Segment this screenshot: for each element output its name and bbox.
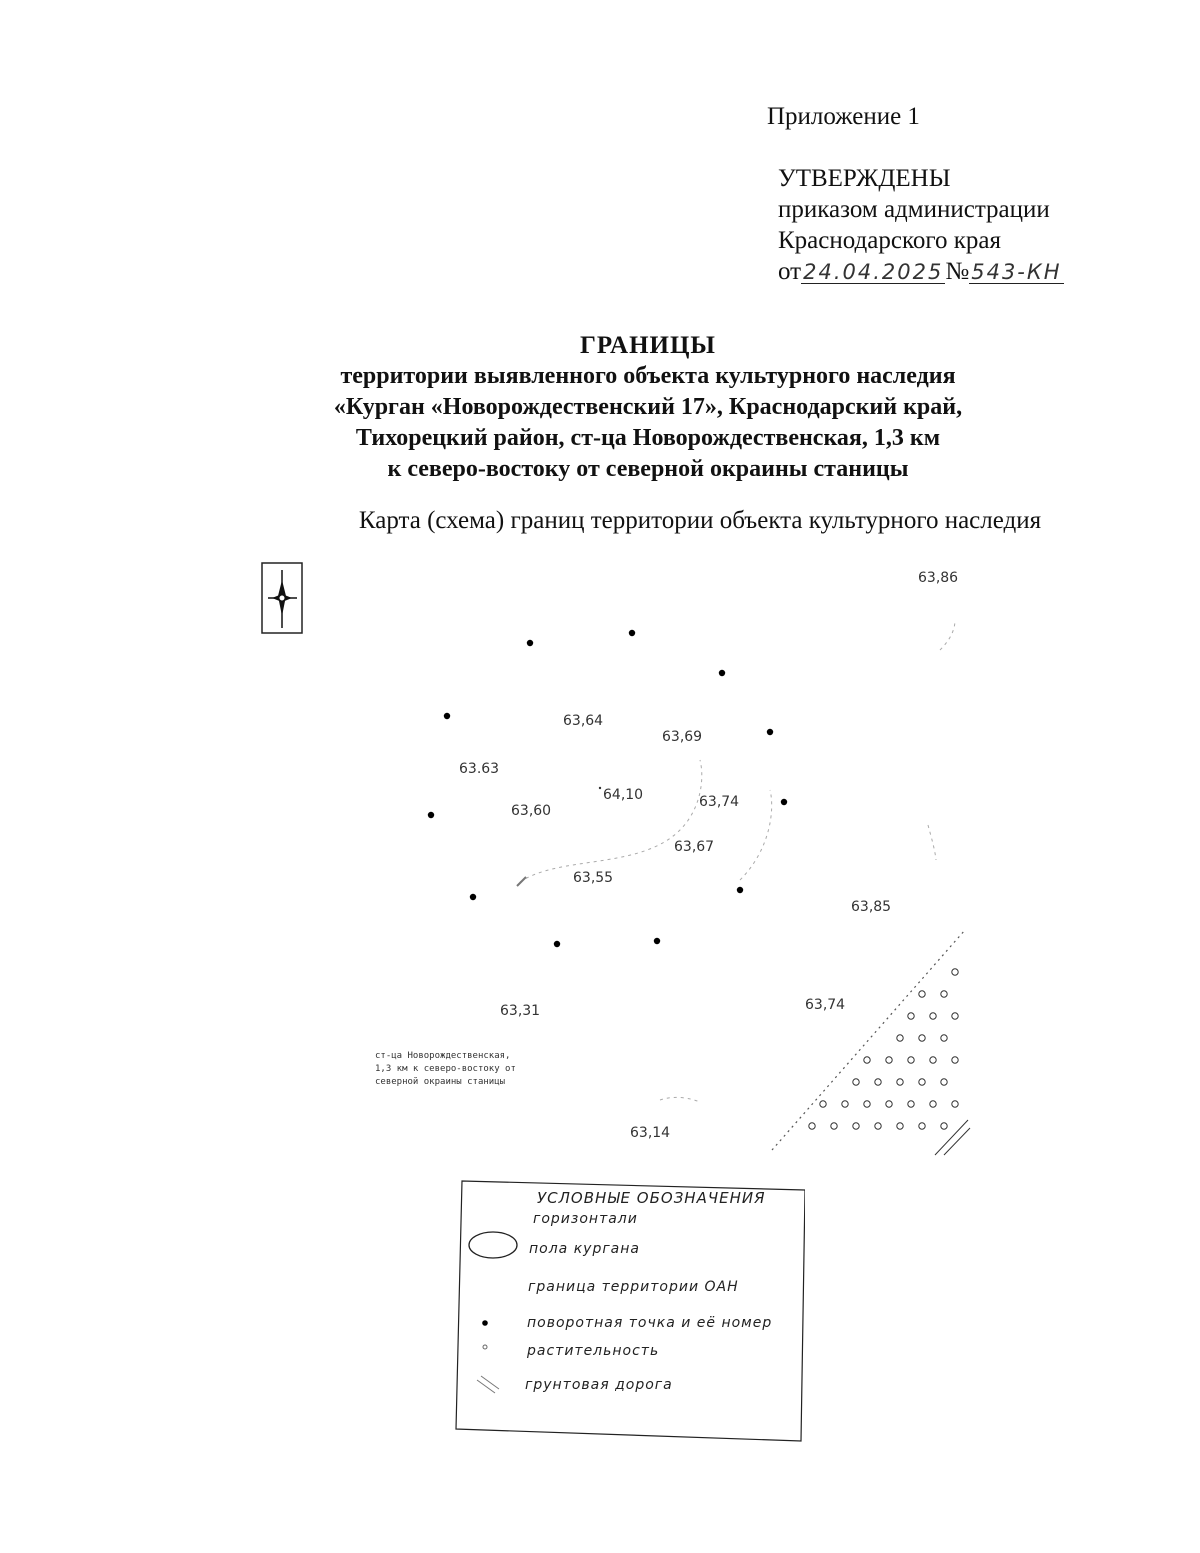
summit-mark [599, 787, 601, 789]
vegetation-mark [908, 1013, 914, 1019]
vegetation-mark [908, 1101, 914, 1107]
dirt-road-icon [477, 1376, 499, 1393]
vegetation-mark [952, 969, 958, 975]
vegetation-mark [853, 1079, 859, 1085]
legend-item-boundary: граница территории ОАН [528, 1279, 739, 1295]
vegetation-mark [930, 1057, 936, 1063]
turning-point [554, 941, 560, 947]
title-main: ГРАНИЦЫ [580, 332, 716, 359]
legend-item-dirt-road: грунтовая дорога [525, 1377, 673, 1393]
vegetation-mark [941, 1123, 947, 1129]
vegetation-mark [919, 1079, 925, 1085]
vegetation-mark [875, 1079, 881, 1085]
elevation-label: 63,14 [630, 1125, 671, 1141]
vegetation-mark [809, 1123, 815, 1129]
location-note-line-2: 1,3 км к северо-востоку от [375, 1064, 516, 1074]
elevation-label: 63,55 [573, 870, 614, 886]
elevation-label: 63,60 [511, 803, 552, 819]
vegetation-mark [952, 1057, 958, 1063]
vegetation-mark [941, 1079, 947, 1085]
approved-line-2: Краснодарского края [778, 227, 1001, 254]
elevation-label: 64,10 [603, 787, 644, 803]
vegetation-mark [875, 1123, 881, 1129]
vegetation-mark [820, 1101, 826, 1107]
elevation-label: 63.63 [459, 761, 500, 777]
contour-lines [520, 620, 955, 1102]
elevation-label: 63,85 [851, 899, 892, 915]
vegetation-mark [952, 1013, 958, 1019]
legend-item-vegetation: растительность [527, 1343, 660, 1359]
turning-point [767, 729, 773, 735]
turning-point [781, 799, 787, 805]
legend-item-contours: горизонтали [533, 1211, 638, 1227]
approved-line-1: приказом администрации [778, 196, 1050, 223]
vegetation-mark [886, 1101, 892, 1107]
approved-title: УТВЕРЖДЕНЫ [778, 165, 951, 192]
vegetation-mark [908, 1057, 914, 1063]
vegetation-mark [919, 991, 925, 997]
title-line-2: «Курган «Новорождественский 17», Краснодарский край, [333, 394, 963, 420]
vegetation-mark [930, 1013, 936, 1019]
map-subtitle: Карта (схема) границ территории объекта культурного наследия [358, 507, 1042, 534]
elevation-label: 63,69 [662, 729, 703, 745]
contour-tick [517, 877, 526, 886]
handwritten-date: 24.04.2025 [803, 260, 944, 284]
vegetation-mark [886, 1057, 892, 1063]
vegetation-mark [941, 1035, 947, 1041]
vegetation-mark [952, 1101, 958, 1107]
vegetation-mark [864, 1057, 870, 1063]
elevation-label: 63,67 [674, 839, 715, 855]
north-arrow-icon [262, 563, 302, 633]
vegetation-icon [483, 1345, 487, 1349]
vegetation-mark [930, 1101, 936, 1107]
title-line-3: Тихорецкий район, ст-ца Новорождественская, 1,3 км [355, 425, 941, 451]
turning-point [428, 812, 434, 818]
location-note-line-1: ст-ца Новорождественская, [375, 1051, 511, 1061]
handwritten-number: 543-КН [971, 260, 1062, 284]
title-line-1: территории выявленного объекта культурного наследия [340, 363, 956, 389]
date-prefix: от [778, 258, 802, 285]
vegetation-mark [864, 1101, 870, 1107]
vegetation-mark [897, 1123, 903, 1129]
title-line-4: к северо-востоку от северной окраины станицы [387, 456, 909, 482]
elevation-label: 63,74 [805, 997, 846, 1013]
vegetation-mark [842, 1101, 848, 1107]
vegetation-mark [897, 1035, 903, 1041]
turning-point [629, 630, 635, 636]
turning-point [527, 640, 533, 646]
elevation-label: 63,31 [500, 1003, 541, 1019]
turning-point [654, 938, 660, 944]
vegetation-mark [941, 991, 947, 997]
vegetation-mark [853, 1123, 859, 1129]
elevation-label: 63,74 [699, 794, 740, 810]
legend-title: УСЛОВНЫЕ ОБОЗНАЧЕНИЯ [537, 1189, 766, 1207]
legend-item-turning-point: поворотная точка и её номер [527, 1315, 773, 1331]
vegetation-mark [919, 1035, 925, 1041]
vegetation-mark [831, 1123, 837, 1129]
location-note-line-3: северной окраины станицы [375, 1077, 506, 1087]
turning-point [719, 670, 725, 676]
vegetation-area [772, 930, 970, 1155]
turning-point-icon [482, 1320, 488, 1326]
legend-item-mound-base: пола кургана [529, 1241, 640, 1257]
mound-base-icon [469, 1232, 517, 1258]
appendix-label: Приложение 1 [767, 103, 920, 130]
elevation-label: 63,64 [563, 713, 604, 729]
number-prefix: № [945, 258, 970, 285]
turning-point [444, 713, 450, 719]
elevation-label: 63,86 [918, 570, 959, 586]
turning-point [470, 894, 476, 900]
map-legend [455, 1175, 805, 1443]
turning-point [737, 887, 743, 893]
vegetation-mark [919, 1123, 925, 1129]
vegetation-mark [897, 1079, 903, 1085]
